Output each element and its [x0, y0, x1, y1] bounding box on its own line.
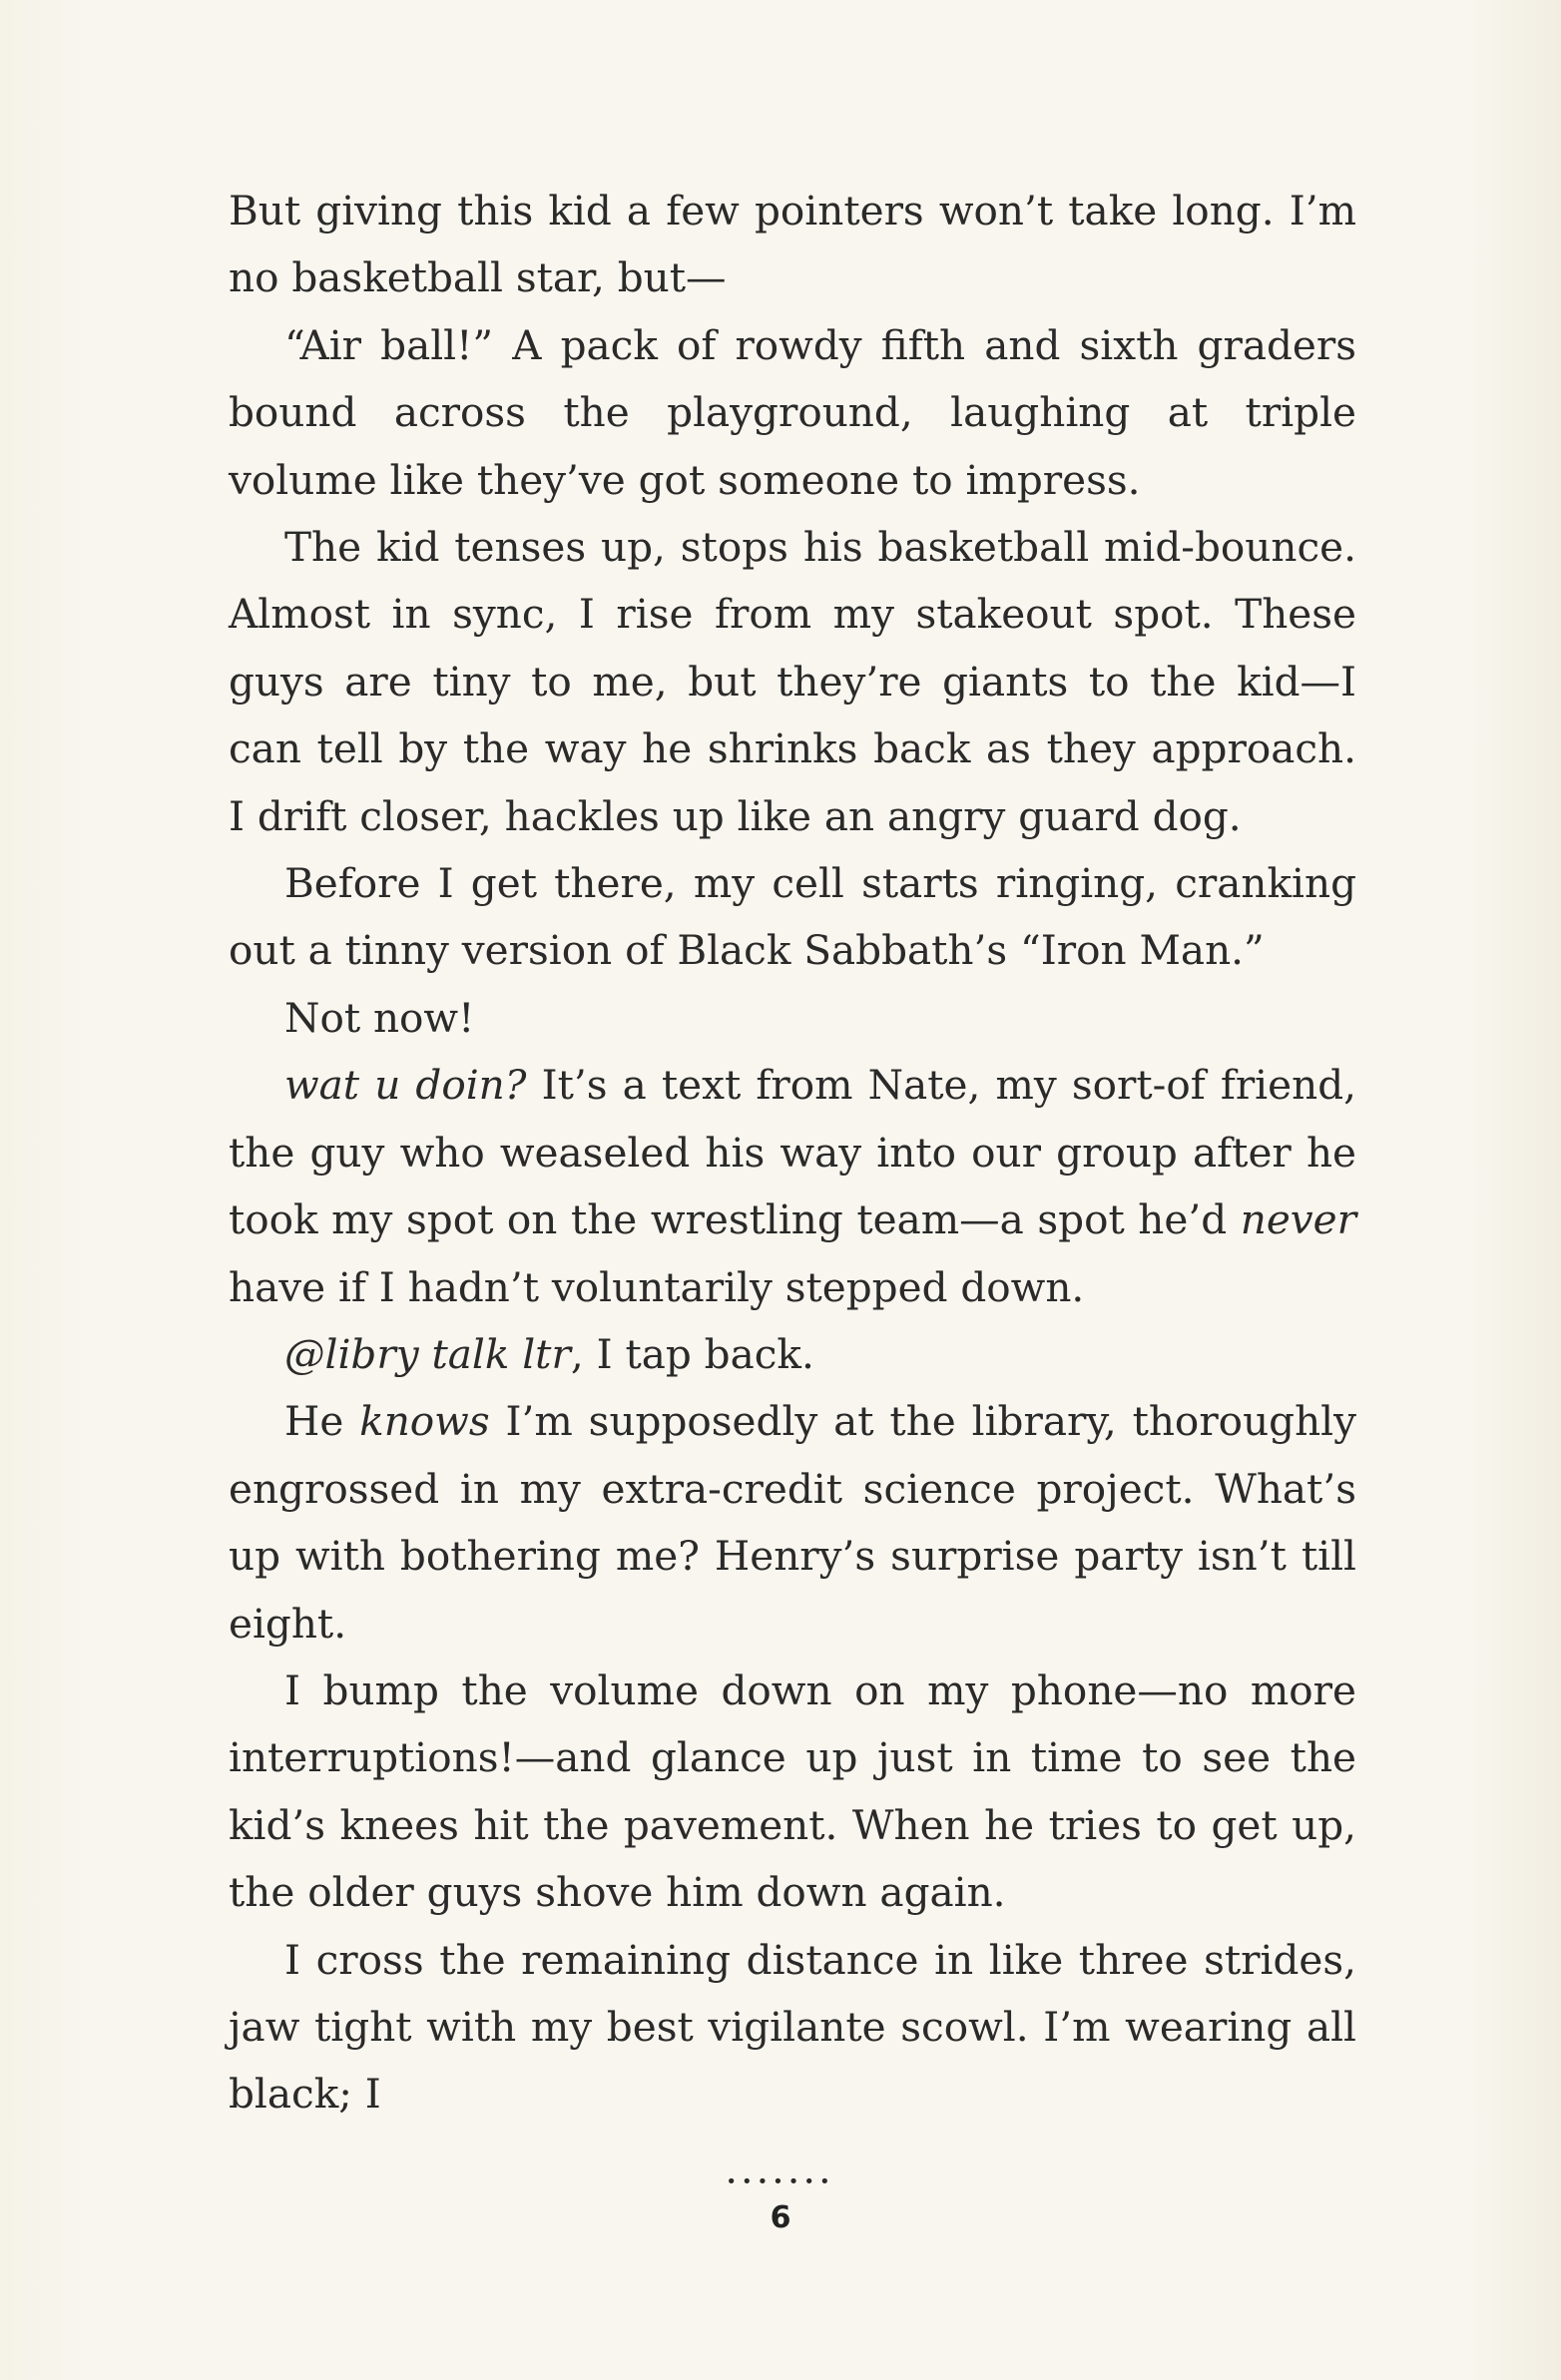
text-run: Not now! — [284, 993, 475, 1042]
text-run: , I tap back. — [570, 1329, 814, 1378]
paragraph — [229, 1388, 1356, 1658]
body-text — [229, 178, 1356, 2129]
italic-text: @libry talk ltr — [284, 1329, 571, 1378]
paragraph — [229, 514, 1356, 850]
text-run: The kid tenses up, stops his basketball mid-bounce. Almost in sync, I rise from my stakeout spot. These guys are tiny to me, but they’re giants to the kid—I can tell by the way he shrinks back as they approach. I drift closer, hackles up like an angry guard dog. — [229, 523, 1356, 840]
paragraph — [229, 312, 1356, 514]
paragraph — [229, 1658, 1356, 1927]
text-run: “Air ball!” A pack of rowdy fifth and sixth graders bound across the playground, laughing at triple volume like they’ve got someone to impress. — [229, 320, 1356, 504]
paragraph — [229, 850, 1356, 985]
paragraph — [229, 985, 1356, 1052]
text-run: I bump the volume down on my phone—no more interruptions!—and glance up just in time to see the kid’s knees hit the pavement. When he tries to get up, the older guys shove him down again. — [229, 1666, 1356, 1917]
italic-text: knows — [359, 1397, 490, 1446]
text-run: But giving this kid a few pointers won’t take long. I’m no basketball star, but— — [229, 187, 1356, 302]
text-run: I’m supposedly at the library, thoroughly engrossed in my extra-credit science project. What’s up with bothering me? Henry’s surprise party isn’t till eight. — [229, 1397, 1356, 1648]
text-run: have if I hadn’t voluntarily stepped down. — [229, 1262, 1085, 1311]
italic-text: never — [1240, 1195, 1356, 1244]
paragraph — [229, 1321, 1356, 1388]
italic-text: wat u doin? — [284, 1061, 527, 1110]
paragraph — [229, 178, 1356, 312]
text-run: I cross the remaining distance in like three strides, jaw tight with my best vigilante scowl. I’m wearing all black; I — [229, 1935, 1356, 2119]
text-run: He — [284, 1397, 360, 1446]
paragraph — [229, 1927, 1356, 2129]
text-run: It’s a text from Nate, my sort-of friend, the guy who weaseled his way into our group after he took my spot on the wrestling team—a spot he’d — [229, 1061, 1356, 1244]
page-number: 6 — [770, 2200, 791, 2235]
paragraph — [229, 1052, 1356, 1321]
folio-dots: ••••••• — [726, 2171, 835, 2192]
text-run: Before I get there, my cell starts ringing, cranking out a tinny version of Black Sabbath’s “Iron Man.” — [229, 859, 1356, 975]
